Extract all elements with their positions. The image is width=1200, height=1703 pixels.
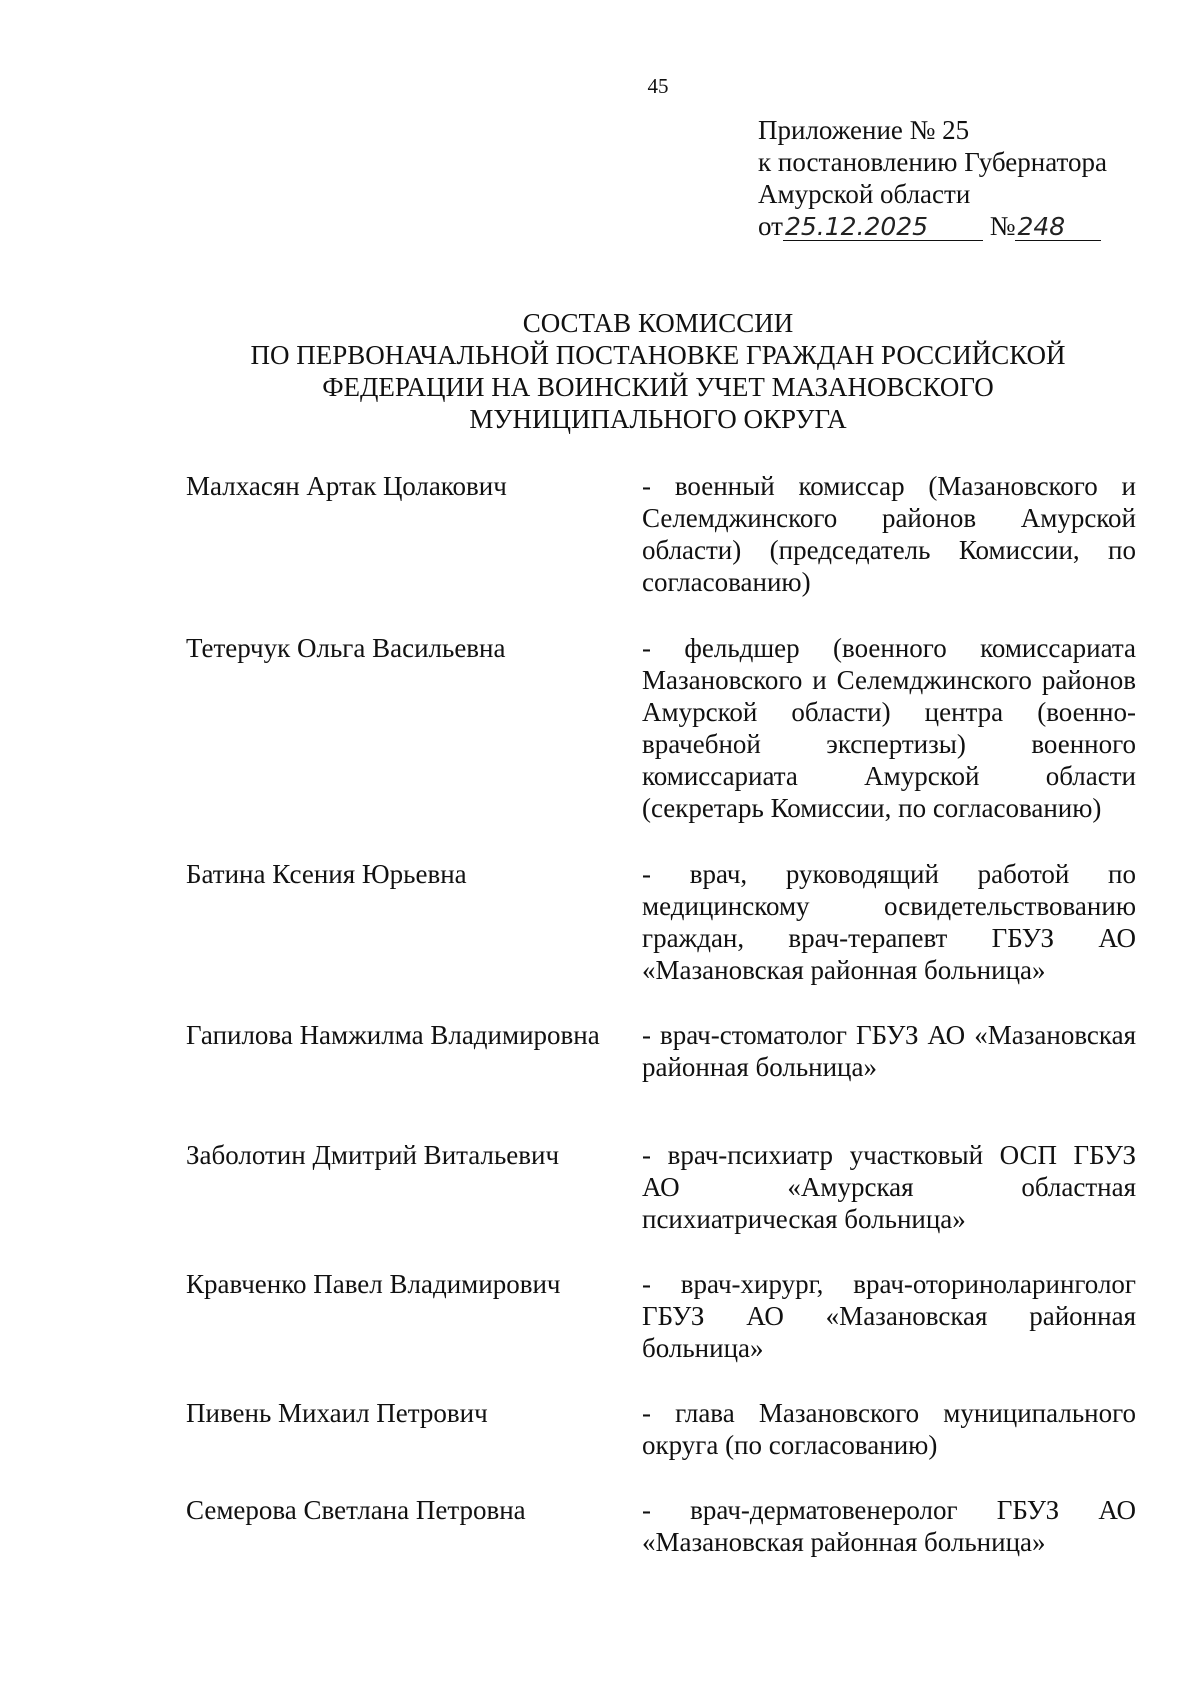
title-line-1: СОСТАВ КОМИССИИ xyxy=(522,308,794,338)
handwritten-date: 25.12.2025 xyxy=(783,214,983,241)
member-name: Гапилова Намжилма Владимировна xyxy=(186,1020,600,1050)
members-list xyxy=(186,470,1136,1558)
member-row xyxy=(186,1139,1136,1235)
member-name: Заболотин Дмитрий Витальевич xyxy=(186,1140,560,1170)
member-row xyxy=(186,858,1136,986)
appendix-reference: к постановлению Губернатора xyxy=(758,147,1107,177)
member-role: - врач-стоматолог ГБУЗ АО «Мазановская районная больница» xyxy=(642,1020,1136,1082)
date-prefix: от xyxy=(758,211,783,241)
member-name: Тетерчук Ольга Васильевна xyxy=(186,633,506,663)
appendix-region: Амурской области xyxy=(758,179,971,209)
member-name: Кравченко Павел Владимирович xyxy=(186,1269,561,1299)
member-row xyxy=(186,1397,1136,1461)
handwritten-number: 248 xyxy=(1015,214,1101,241)
member-name: Семерова Светлана Петровна xyxy=(186,1495,526,1525)
member-role: - врач, руководящий работой по медицинскому освидетельствованию граждан, врач-терапевт ГБУЗ АО «Мазановская районная больница» xyxy=(642,859,1136,985)
member-row xyxy=(186,1494,1136,1558)
member-role: - глава Мазановского муниципального округа (по согласованию) xyxy=(642,1398,1136,1460)
member-name: Батина Ксения Юрьевна xyxy=(186,859,467,889)
member-role: - врач-хирург, врач-оториноларинголог ГБУЗ АО «Мазановская районная больница» xyxy=(642,1269,1136,1363)
member-name: Пивень Михаил Петрович xyxy=(186,1398,488,1428)
member-role: - военный комиссар (Мазановского и Селемджинского районов Амурской области) (председатель Комиссии, по согласованию) xyxy=(642,471,1136,597)
member-row xyxy=(186,632,1136,824)
title-line-4: МУНИЦИПАЛЬНОГО ОКРУГА xyxy=(469,404,847,434)
member-row xyxy=(186,1268,1136,1364)
appendix-block xyxy=(758,114,1107,242)
number-prefix: № xyxy=(989,211,1016,241)
appendix-date-line xyxy=(758,210,1107,242)
member-name: Малхасян Артак Цолакович xyxy=(186,471,507,501)
appendix-number: Приложение № 25 xyxy=(758,115,970,145)
member-row xyxy=(186,470,1136,598)
document-title xyxy=(0,307,1200,435)
member-role: - врач-дерматовенеролог ГБУЗ АО «Мазановская районная больница» xyxy=(642,1495,1136,1557)
member-role: - фельдшер (военного комиссариата Мазановского и Селемджинского районов Амурской области) центра (военно-врачебной экспертизы) военного комиссариата Амурской области (секретарь Комиссии, по согласованию) xyxy=(642,633,1136,823)
title-line-2: ПО ПЕРВОНАЧАЛЬНОЙ ПОСТАНОВКЕ ГРАЖДАН РОССИЙСКОЙ xyxy=(250,340,1066,370)
page-number: 45 xyxy=(647,74,669,98)
member-role: - врач-психиатр участковый ОСП ГБУЗ АО «Амурская областная психиатрическая больница» xyxy=(642,1140,1136,1234)
member-row xyxy=(186,1019,1136,1083)
title-line-3: ФЕДЕРАЦИИ НА ВОИНСКИЙ УЧЕТ МАЗАНОВСКОГО xyxy=(322,372,994,402)
